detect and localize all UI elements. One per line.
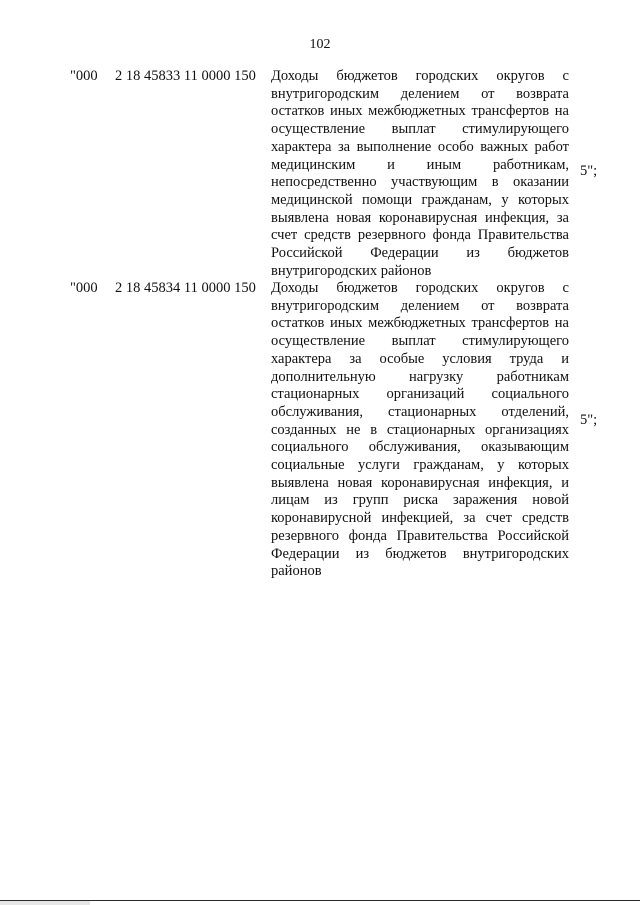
- row-prefix: "000: [70, 68, 98, 84]
- row-description: Доходы бюджетов городских округов с внутригородским делением от возврата остатков иных межбюджетных трансфертов на осуществление выплат стимулирующего характера за особые условия труда и дополнительную нагрузку работникам стационарных организаций социального обслуживания, стационарных отделений, созданных не в стационарных организациях социального обслуживания, оказывающим социальные услуги гражданам, у которых выявлена новая коронавирусная инфекция, и лицам из групп риска заражения новой коронавирусной инфекцией, за счет средств резервного фонда Правительства Российской Федерации из бюджетов внутригородских районов: [271, 280, 569, 580]
- row-prefix: "000: [70, 280, 98, 296]
- row-description: Доходы бюджетов городских округов с внутригородским делением от возврата остатков иных межбюджетных трансфертов на осуществление выплат стимулирующего характера за выполнение особо важных работ медицинским и иным работникам, непосредственно участвующим в оказании медицинской помощи гражданам, у которых выявлена новая коронавирусная инфекция, за счет средств резервного фонда Правительства Российской Федерации из бюджетов внутригородских районов: [271, 68, 569, 279]
- scan-edge-line: [0, 900, 640, 901]
- row-suffix: 5";: [580, 412, 598, 428]
- budget-code: 2 18 45833 11 0000 150: [115, 68, 256, 84]
- row-suffix: 5";: [580, 163, 598, 179]
- budget-code: 2 18 45834 11 0000 150: [115, 280, 256, 296]
- page-number: 102: [309, 37, 331, 52]
